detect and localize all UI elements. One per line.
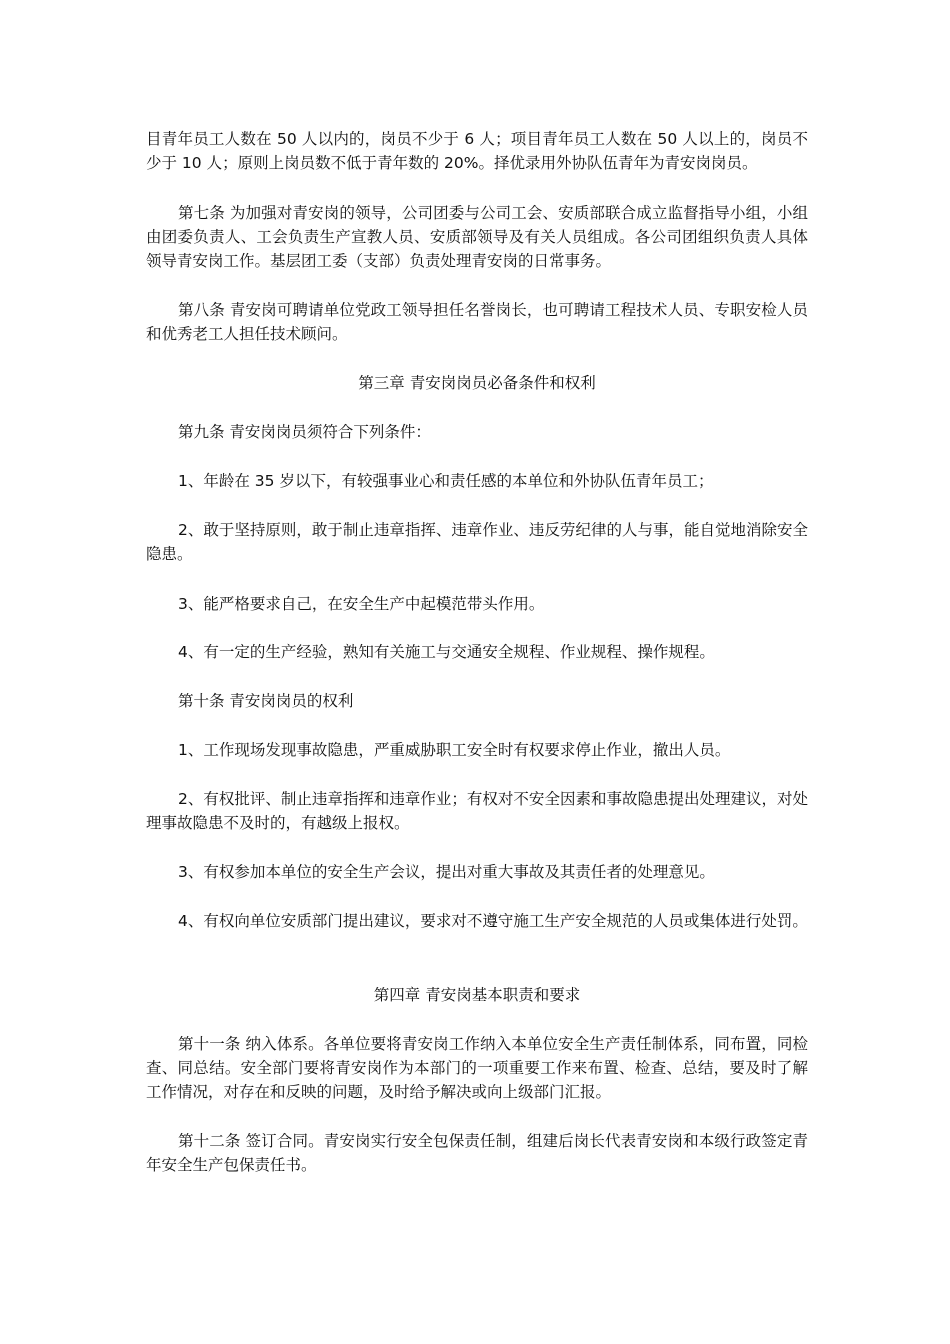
- right-1: 1、工作现场发现事故隐患，严重威胁职工安全时有权要求停止作业，撤出人员。: [178, 741, 731, 759]
- chapter-3-heading: 第三章 青安岗岗员必备条件和权利: [358, 374, 596, 392]
- article-9: 第九条 青安岗岗员须符合下列条件：: [178, 423, 431, 441]
- condition-2: 2、敢于坚持原则，敢于制止违章指挥、违章作业、违反劳纪律的人与事，能自觉地消除安全隐患。: [146, 521, 808, 563]
- paragraph-continuation: 目青年员工人数在 50 人以内的，岗员不少于 6 人；项目青年员工人数在 50 人以上的，岗员不少于 10 人；原则上岗员数不低于青年数的 20%。择优录用外协队伍青年为青安岗岗员。: [146, 130, 808, 172]
- article-10: 第十条 青安岗岗员的权利: [178, 692, 354, 710]
- article-12: 第十二条 签订合同。青安岗实行安全包保责任制，组建后岗长代表青安岗和本级行政签定青年安全生产包保责任书。: [146, 1132, 808, 1174]
- condition-3: 3、能严格要求自己，在安全生产中起模范带头作用。: [178, 595, 545, 613]
- article-8: 第八条 青安岗可聘请单位党政工领导担任名誉岗长，也可聘请工程技术人员、专职安检人员和优秀老工人担任技术顾问。: [146, 301, 808, 343]
- right-4: 4、有权向单位安质部门提出建议，要求对不遵守施工生产安全规范的人员或集体进行处罚。: [178, 912, 808, 930]
- right-3: 3、有权参加本单位的安全生产会议，提出对重大事故及其责任者的处理意见。: [178, 863, 715, 881]
- chapter-4-heading: 第四章 青安岗基本职责和要求: [373, 986, 581, 1004]
- condition-1: 1、年龄在 35 岁以下，有较强事业心和责任感的本单位和外协队伍青年员工；: [178, 472, 714, 490]
- condition-4: 4、有一定的生产经验，熟知有关施工与交通安全规程、作业规程、操作规程。: [178, 643, 715, 661]
- article-7: 第七条 为加强对青安岗的领导，公司团委与公司工会、安质部联合成立监督指导小组，小组由团委负责人、工会负责生产宣教人员、安质部领导及有关人员组成。各公司团组织负责人具体领导青安岗工作。基层团工委（支部）负责处理青安岗的日常事务。: [146, 204, 808, 270]
- article-11: 第十一条 纳入体系。各单位要将青安岗工作纳入本单位安全生产责任制体系，同布置，同检查、同总结。安全部门要将青安岗作为本部门的一项重要工作来布置、检查、总结，要及时了解工作情况，对存在和反映的问题，及时给予解决或向上级部门汇报。: [146, 1035, 808, 1101]
- right-2: 2、有权批评、制止违章指挥和违章作业；有权对不安全因素和事故隐患提出处理建议，对处理事故隐患不及时的，有越级上报权。: [146, 790, 808, 832]
